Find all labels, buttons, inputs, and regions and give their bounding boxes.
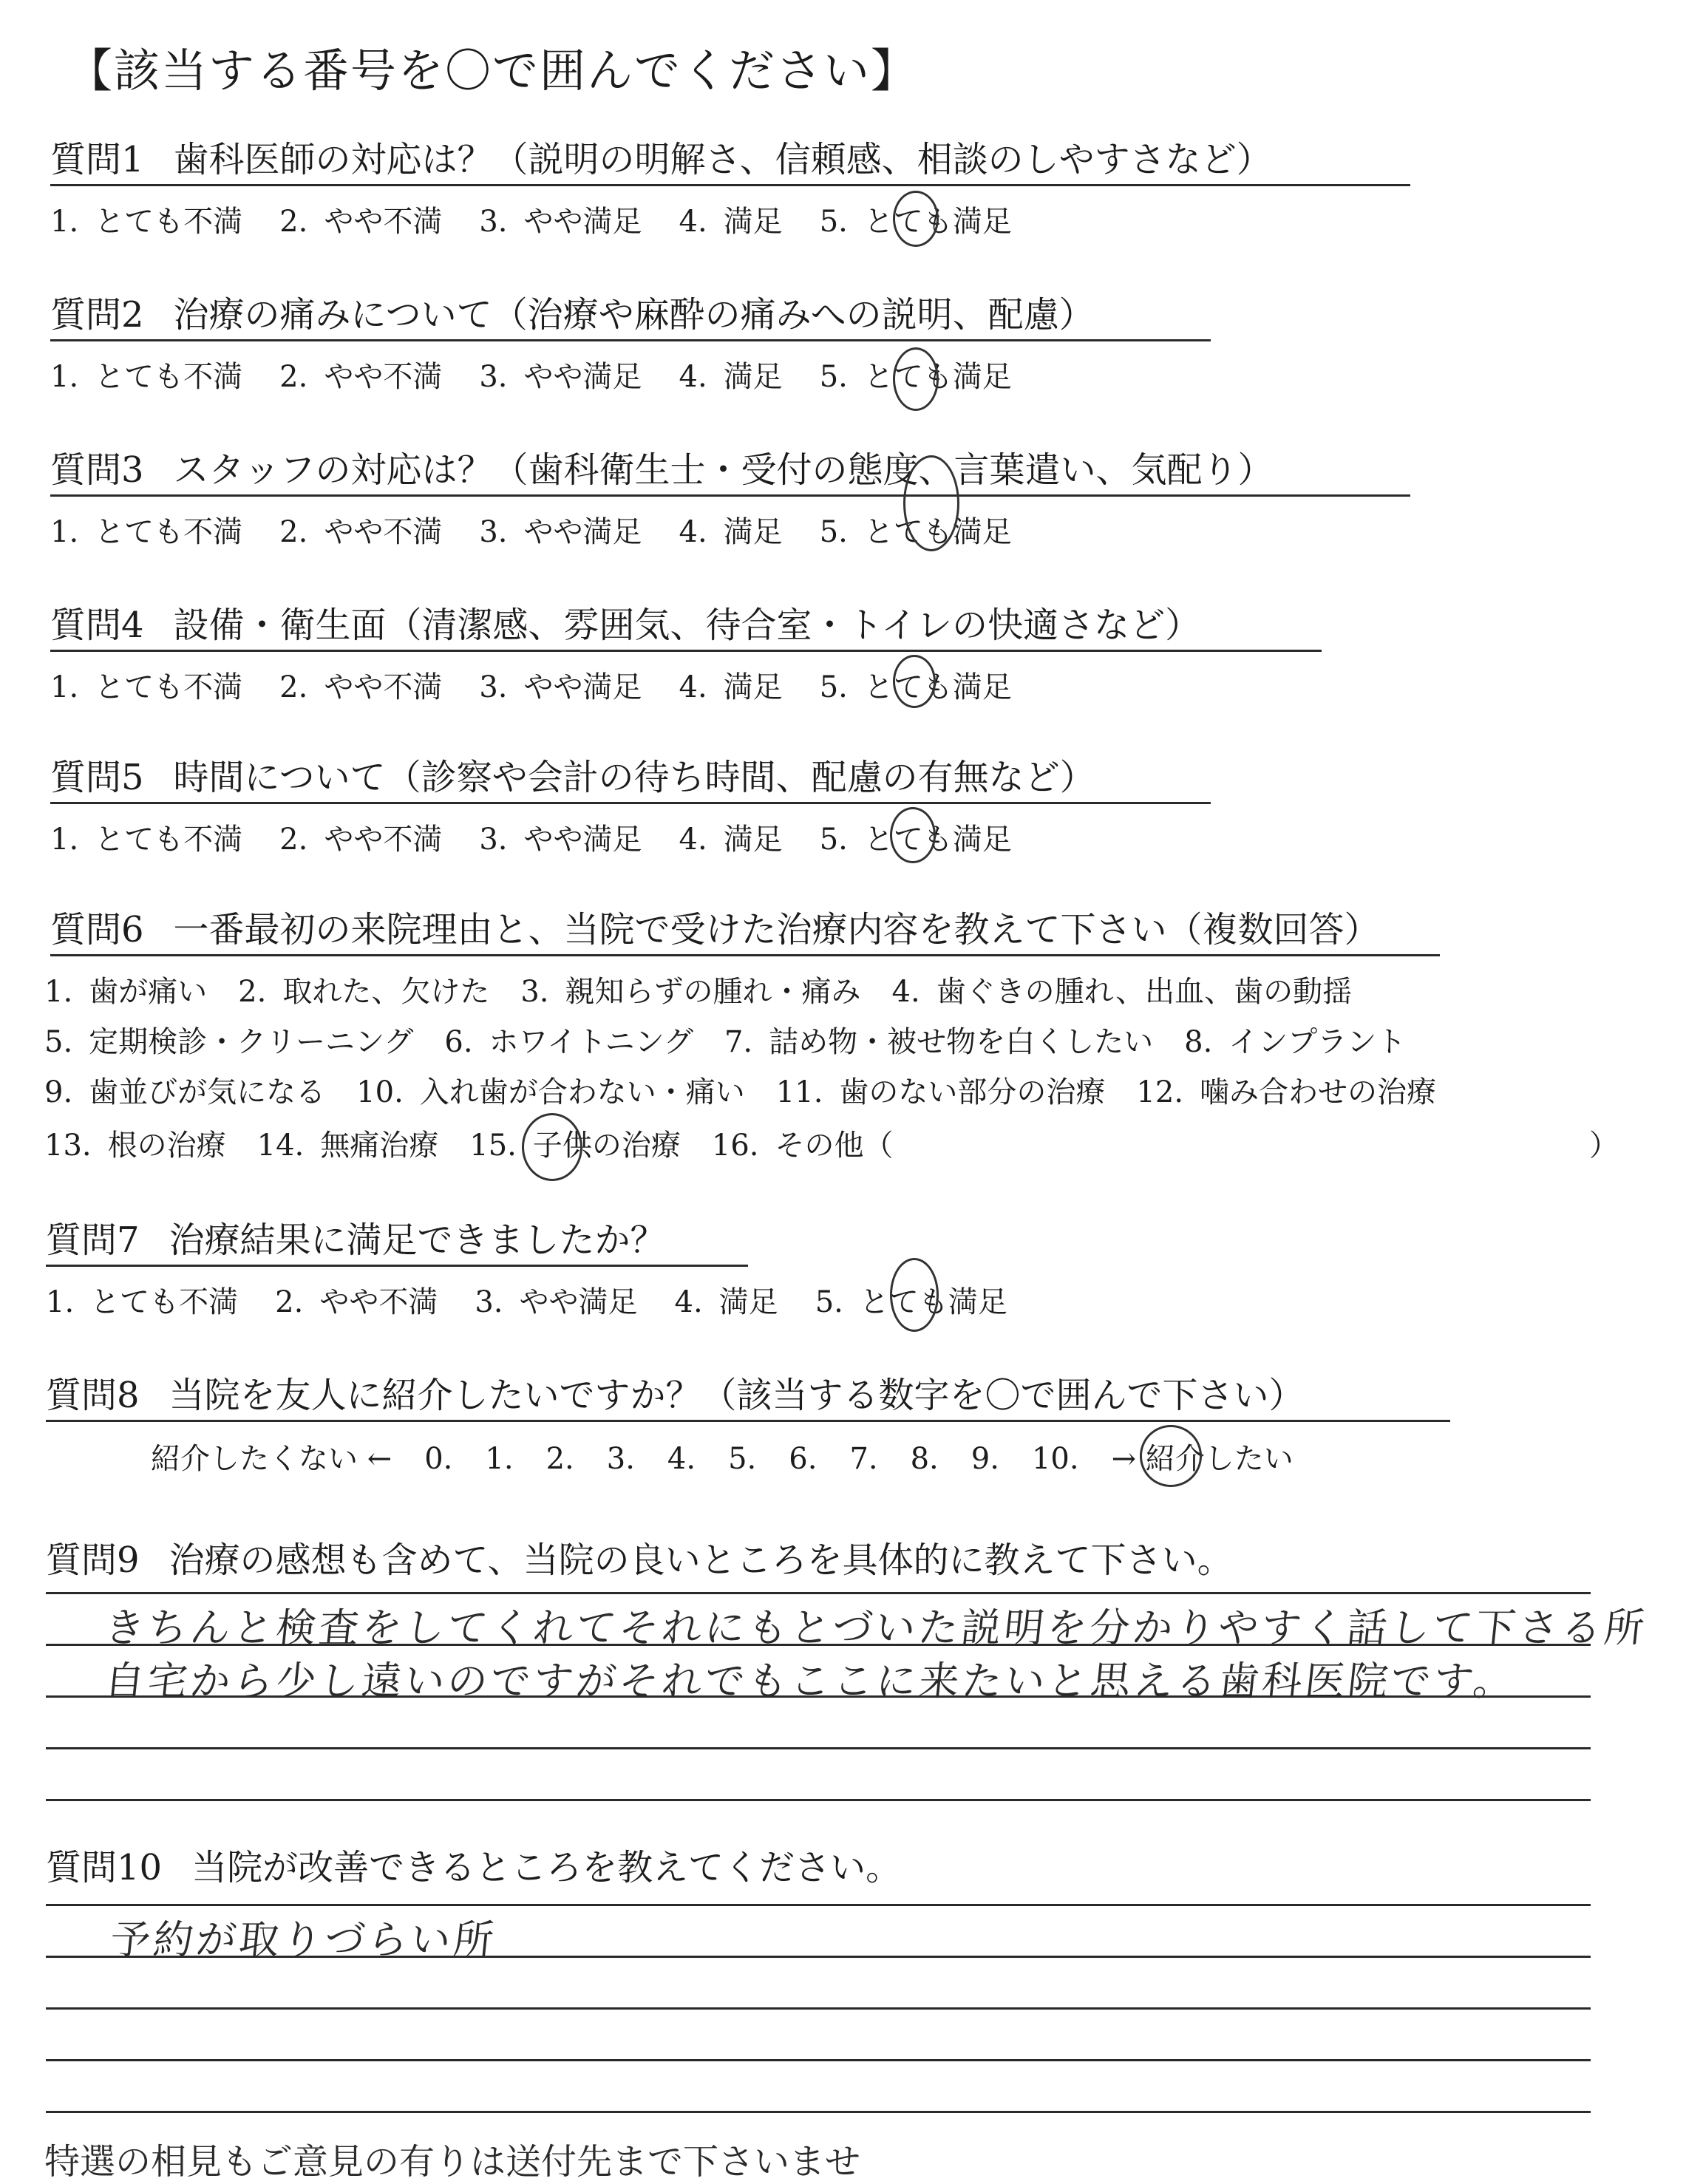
option-2[interactable]: 2. やや不満 (279, 670, 443, 704)
question-label: 質問10 (46, 1847, 163, 1888)
scale-6[interactable]: 6. (789, 1442, 817, 1476)
scale-7[interactable]: 7. (849, 1442, 878, 1476)
answer-line (46, 1592, 1591, 1594)
question-text: 設備・衛生面（清潔感、雰囲気、待合室・トイレの快適さなど） (173, 605, 1201, 646)
option-7[interactable]: 7. 詰め物・被せ物を白くしたい (724, 1025, 1154, 1059)
scale-left-label: 紹介したくない ← (151, 1442, 392, 1476)
scale-2[interactable]: 2. (545, 1442, 574, 1476)
question-label: 質問1 (50, 139, 144, 180)
scale-0[interactable]: 0. (424, 1442, 453, 1476)
scale-8[interactable]: 8. (910, 1442, 939, 1476)
question-text: 時間について（診察や会計の待ち時間、配慮の有無など） (173, 757, 1095, 798)
question-label: 質問5 (50, 757, 144, 798)
scale-1[interactable]: 1. (485, 1442, 514, 1476)
answer-line (46, 2007, 1591, 2010)
option-3[interactable]: 3. やや満足 (479, 515, 642, 549)
option-2[interactable]: 2. やや不満 (279, 360, 443, 394)
footer-cut-text: 特選の相見もご意見の有りは送付先まで下さいませ (44, 2141, 861, 2183)
answer-circle-mark (890, 1258, 939, 1332)
question-5-heading (50, 758, 1211, 804)
option-10[interactable]: 10. 入れ歯が合わない・痛い (356, 1075, 745, 1109)
question-7-heading (46, 1221, 748, 1267)
question-6-options-row-2 (44, 1018, 1437, 1061)
option-3[interactable]: 3. やや満足 (479, 360, 642, 394)
question-text: 一番最初の来院理由と、当院で受けた治療内容を教えて下さい（複数回答） (173, 909, 1380, 950)
question-3-heading (50, 451, 1410, 497)
question-text: 治療結果に満足できましたか？ (169, 1219, 666, 1261)
option-4[interactable]: 4. 歯ぐきの腫れ、出血、歯の動揺 (891, 975, 1353, 1009)
page-title: 【該当する番号を〇で囲んでください】 (67, 44, 919, 98)
handwritten-answer-line-1: きちんと検査をしてくれてそれにもとづいた説明を分かりやすく話して下さる所 (102, 1605, 1650, 1651)
question-text: 当院が改善できるところを教えてください。 (191, 1847, 902, 1888)
option-2[interactable]: 2. 取れた、欠けた (238, 975, 490, 1009)
option-3[interactable]: 3. やや満足 (479, 823, 642, 857)
option-5[interactable]: 5. とても満足 (819, 360, 1012, 394)
option-15[interactable]: 15. 子供の治療 (469, 1129, 681, 1163)
option-5[interactable]: 5. 定期検診・クリーニング (44, 1025, 414, 1059)
handwritten-answer-line-1: 予約が取りづらい所 (108, 1916, 499, 1963)
option-16[interactable]: 16. その他（ (711, 1129, 894, 1163)
scale-5[interactable]: 5. (728, 1442, 757, 1476)
option-3[interactable]: 3. やや満足 (475, 1285, 638, 1319)
answer-circle-mark (893, 347, 939, 411)
option-12[interactable]: 12. 噛み合わせの治療 (1136, 1075, 1437, 1109)
scale-9[interactable]: 9. (971, 1442, 999, 1476)
option-8[interactable]: 8. インプラント (1184, 1025, 1407, 1059)
answer-circle-mark (903, 455, 959, 551)
answer-line (46, 2111, 1591, 2113)
question-9-heading (46, 1531, 1233, 1582)
question-10-heading (46, 1839, 901, 1890)
answer-circle-mark (893, 655, 936, 708)
other-close-paren: ） (1589, 1129, 1619, 1163)
option-5[interactable]: 5. とても満足 (819, 515, 1012, 549)
option-2[interactable]: 2. やや不満 (279, 823, 443, 857)
option-1[interactable]: 1. とても不満 (50, 823, 243, 857)
option-3[interactable]: 3. 親知らずの腫れ・痛み (520, 975, 861, 1009)
question-8-heading (46, 1376, 1450, 1422)
question-label: 質問6 (50, 909, 144, 950)
option-1[interactable]: 1. 歯が痛い (44, 975, 208, 1009)
question-text: 治療の感想も含めて、当院の良いところを具体的に教えて下さい。 (169, 1540, 1233, 1581)
answer-circle-mark (1140, 1425, 1202, 1487)
option-4[interactable]: 4. 満足 (679, 360, 783, 394)
handwritten-answer-line-2: 自宅から少し遠いのですがそれでもここに来たいと思える歯科医院です。 (102, 1658, 1519, 1704)
answer-line (46, 1799, 1591, 1801)
option-11[interactable]: 11. 歯のない部分の治療 (775, 1075, 1106, 1109)
question-6-options-row-1 (44, 968, 1383, 1010)
option-5[interactable]: 5. とても満足 (819, 823, 1012, 857)
answer-circle-mark (893, 191, 939, 247)
question-6-options-row-4 (44, 1122, 925, 1164)
option-6[interactable]: 6. ホワイトニング (444, 1025, 693, 1059)
answer-line (46, 2059, 1591, 2061)
option-3[interactable]: 3. やや満足 (479, 205, 642, 239)
scale-right-label: → 紹介したい (1111, 1442, 1294, 1476)
option-1[interactable]: 1. とても不満 (50, 360, 243, 394)
option-4[interactable]: 4. 満足 (679, 670, 783, 704)
question-text: 当院を友人に紹介したいですか？（該当する数字を〇で囲んで下さい） (169, 1375, 1305, 1416)
question-text: スタッフの対応は？（歯科衛生士・受付の態度、言葉遣い、気配り） (173, 449, 1274, 491)
scale-4[interactable]: 4. (667, 1442, 696, 1476)
option-9[interactable]: 9. 歯並びが気になる (44, 1075, 326, 1109)
option-2[interactable]: 2. やや不満 (279, 205, 443, 239)
question-1-heading (50, 140, 1410, 186)
question-label: 質問2 (50, 294, 144, 336)
option-1[interactable]: 1. とても不満 (46, 1285, 239, 1319)
scale-3[interactable]: 3. (606, 1442, 635, 1476)
option-3[interactable]: 3. やや満足 (479, 670, 642, 704)
question-4-heading (50, 606, 1322, 652)
answer-circle-mark (522, 1113, 582, 1181)
question-2-heading (50, 296, 1211, 341)
option-5[interactable]: 5. とても満足 (819, 205, 1012, 239)
scale-10[interactable]: 10. (1031, 1442, 1079, 1476)
question-6-heading (50, 911, 1440, 956)
option-4[interactable]: 4. 満足 (679, 515, 783, 549)
option-1[interactable]: 1. とても不満 (50, 205, 243, 239)
option-2[interactable]: 2. やや不満 (279, 515, 443, 549)
question-6-options-row-3 (44, 1069, 1467, 1111)
question-text: 治療の痛みについて（治療や麻酔の痛みへの説明、配慮） (173, 294, 1095, 336)
option-5[interactable]: 5. とても満足 (819, 670, 1012, 704)
option-4[interactable]: 4. 満足 (674, 1285, 778, 1319)
question-label: 質問9 (46, 1540, 140, 1581)
answer-circle-mark (890, 807, 936, 863)
option-5[interactable]: 5. とても満足 (815, 1285, 1007, 1319)
question-label: 質問7 (46, 1219, 140, 1261)
option-1[interactable]: 1. とても不満 (50, 515, 243, 549)
option-2[interactable]: 2. やや不満 (275, 1285, 438, 1319)
option-1[interactable]: 1. とても不満 (50, 670, 243, 704)
question-label: 質問3 (50, 449, 144, 491)
question-3-options (50, 508, 1049, 551)
answer-line (46, 1747, 1591, 1749)
question-text: 歯科医師の対応は？（説明の明解さ、信頼感、相談のしやすさなど） (173, 139, 1272, 180)
question-label: 質問4 (50, 605, 144, 646)
option-4[interactable]: 4. 満足 (679, 205, 783, 239)
answer-line (46, 1904, 1591, 1906)
question-label: 質問8 (46, 1375, 140, 1416)
option-4[interactable]: 4. 満足 (679, 823, 783, 857)
option-14[interactable]: 14. 無痛治療 (256, 1129, 439, 1163)
option-13[interactable]: 13. 根の治療 (44, 1129, 226, 1163)
